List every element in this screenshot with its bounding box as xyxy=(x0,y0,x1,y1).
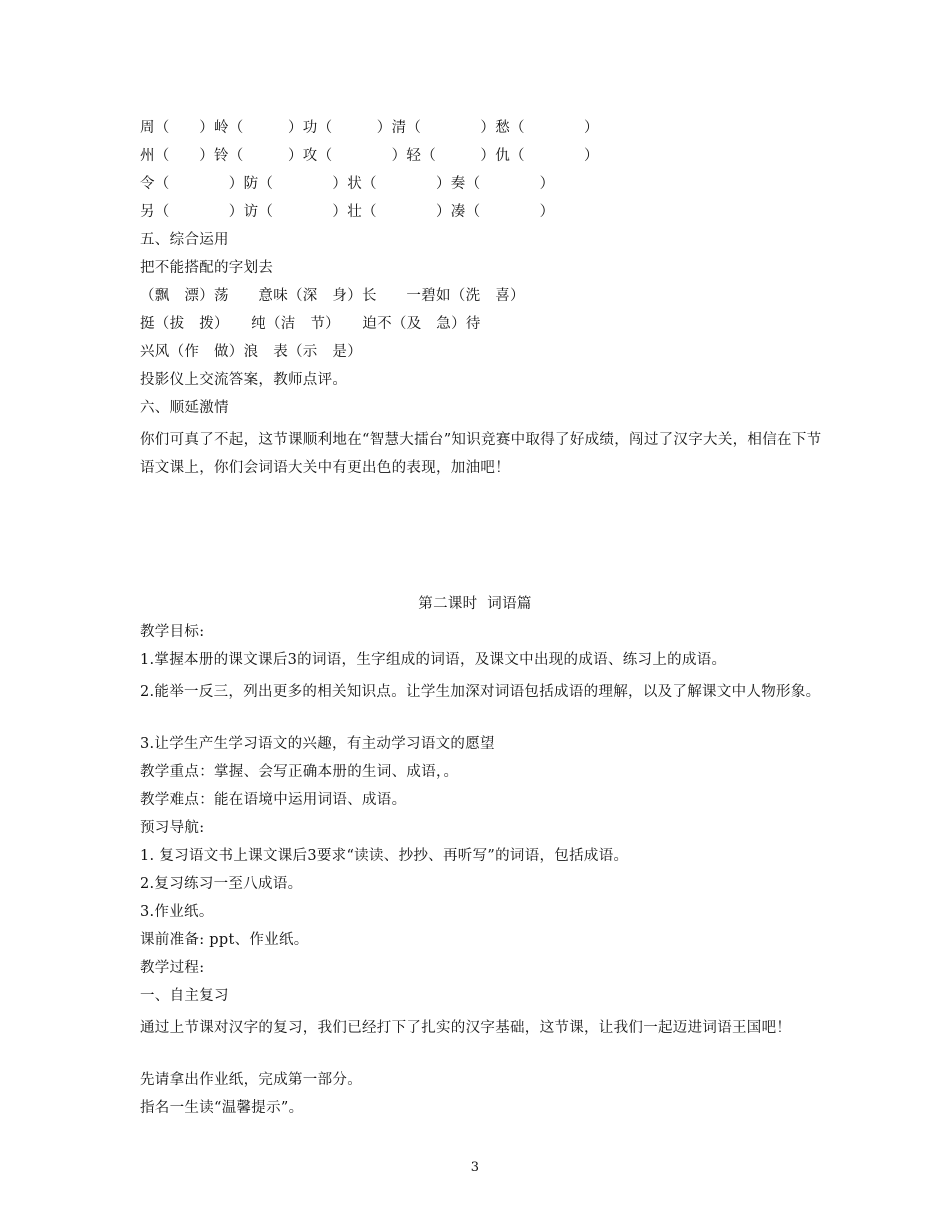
objective-item: 3.让学生产生学习语文的兴趣，有主动学习语文的愿望 xyxy=(140,736,495,752)
preview-item: 1. 复习语文书上课文课后3要求“读读、抄抄、再听写”的词语，包括成语。 xyxy=(140,848,629,864)
preview-label: 预习导航: xyxy=(140,820,205,836)
char-table-row: 周（ ）岭（ ）功（ ）清（ ）愁（ ） xyxy=(140,120,599,136)
char-table-row: 另（ ）访（ ）壮（ ）凑（ ） xyxy=(140,204,555,220)
preview-item: 3.作业纸。 xyxy=(140,904,214,920)
encouragement-paragraph: 你们可真了不起，这节课顺利地在“智慧大擂台”知识竞赛中取得了好成绩，闯过了汉字大关，相信在下节语文课上，你们会词语大关中有更出色的表现，加油吧！ xyxy=(140,432,822,476)
instruction-text: 把不能搭配的字划去 xyxy=(140,260,274,276)
char-table-row: 州（ ）铃（ ）攻（ ）轻（ ）仇（ ） xyxy=(140,148,599,164)
projector-note: 投影仪上交流答案，教师点评。 xyxy=(140,372,348,388)
collocation-row: 挺（拔 拨） 纯（洁 节） 迫不（及 急）待 xyxy=(140,316,481,332)
char-table-row: 令（ ）防（ ）状（ ）奏（ ） xyxy=(140,176,555,192)
section-heading: 六、顺延激情 xyxy=(140,400,229,416)
step-heading: 一、自主复习 xyxy=(140,988,229,1004)
collocation-row: （飘 漂）荡 意味（深 身）长 一碧如（洗 喜） xyxy=(140,288,525,304)
objective-item: 1.掌握本册的课文课后3的词语，生字组成的词语，及课文中出现的成语、练习上的成语。 xyxy=(140,652,727,668)
section-heading: 五、综合运用 xyxy=(140,232,229,248)
process-label: 教学过程: xyxy=(140,960,205,976)
difficulty-point: 教学难点：能在语境中运用词语、成语。 xyxy=(140,792,407,808)
preparation-text: 课前准备: ppt、作业纸。 xyxy=(140,932,309,948)
objective-item: 2.能举一反三，列出更多的相关知识点。让学生加深对词语包括成语的理解，以及了解课文中人物形象。 xyxy=(140,684,821,700)
step-paragraph: 通过上节课对汉字的复习，我们已经打下了扎实的汉字基础，这节课，让我们一起迈进词语王国吧！ xyxy=(140,1020,792,1036)
objectives-label: 教学目标: xyxy=(140,624,205,640)
key-point: 教学重点：掌握、会写正确本册的生词、成语，。 xyxy=(140,764,459,780)
collocation-row: 兴风（作 做）浪 表（示 是） xyxy=(140,344,362,360)
step-line: 先请拿出作业纸，完成第一部分。 xyxy=(140,1072,362,1088)
step-line: 指名一生读“温馨提示”。 xyxy=(140,1100,304,1116)
preview-item: 2.复习练习一至八成语。 xyxy=(140,876,303,892)
lesson-title: 第二课时 词语篇 xyxy=(418,596,532,612)
page-number: 3 xyxy=(470,1160,480,1175)
